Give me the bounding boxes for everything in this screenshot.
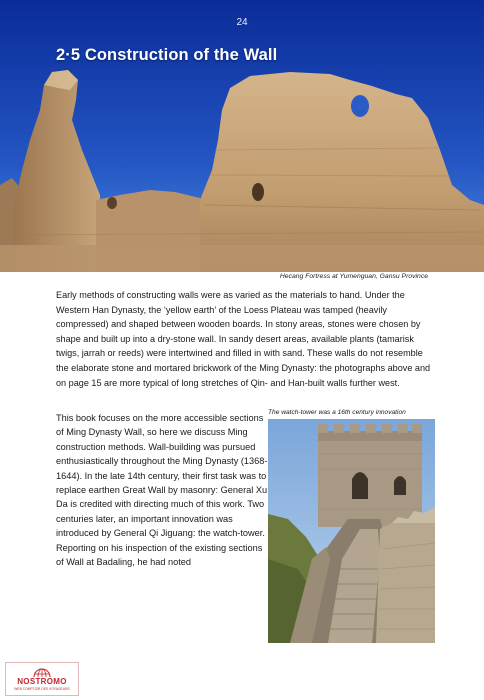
logo-name: NOSTROMO: [17, 677, 67, 686]
body-paragraph-1: Early methods of constructing walls were as varied as the materials to hand. Under the Western Han Dynasty, the ‘yellow earth’ of the Loess Plateau was tamped (heavily compressed) and shaped between wooden boards. In stony areas, stones were chosen by shape and built up into a dry-stone wall. In sandy desert areas, available plants (tamarisk twigs, jarrah or reeds) were intertwined and filled in with sand. These walls do not resemble the elaborate stone and mortared brickwork of the Ming Dynasty: the photographs above and on page 15 are more typical of long stretches of Qin- and Han-built walls further west.: [56, 290, 431, 388]
hero-photo-fortress: [0, 0, 484, 272]
globe-icon: [32, 665, 52, 677]
hero-photo-caption: Hecang Fortress at Yumenguan, Gansu Province: [279, 273, 428, 280]
body-paragraph-2: This book focuses on the more accessible sections of Ming Dynasty Wall, so here we discuss Ming construction methods. Wall-building was pursued enthusiastically throughout the Ming Dynasty (1368-1644). In the late 14th century, their first task was to replace earthen Great Wall by masonry: General Xu Da is credited with directing much of this work. Two centuries later, an important innovation was introduced by General Qi Jiguang: the watch-tower. Reporting on his inspection of the existing sections of Wall at Badaling, he had noted: [56, 413, 268, 568]
page-number: 24: [236, 17, 248, 28]
logo-tagline: WEB COMPTOIR DES VOYAGEURS: [14, 687, 70, 691]
section-title: 2·5 Construction of the Wall: [56, 46, 278, 64]
watch-tower-photo: [268, 419, 435, 643]
watch-tower-photo-caption: The watch-tower was a 16th century innovation: [268, 409, 406, 416]
nostromo-logo: [5, 662, 79, 696]
